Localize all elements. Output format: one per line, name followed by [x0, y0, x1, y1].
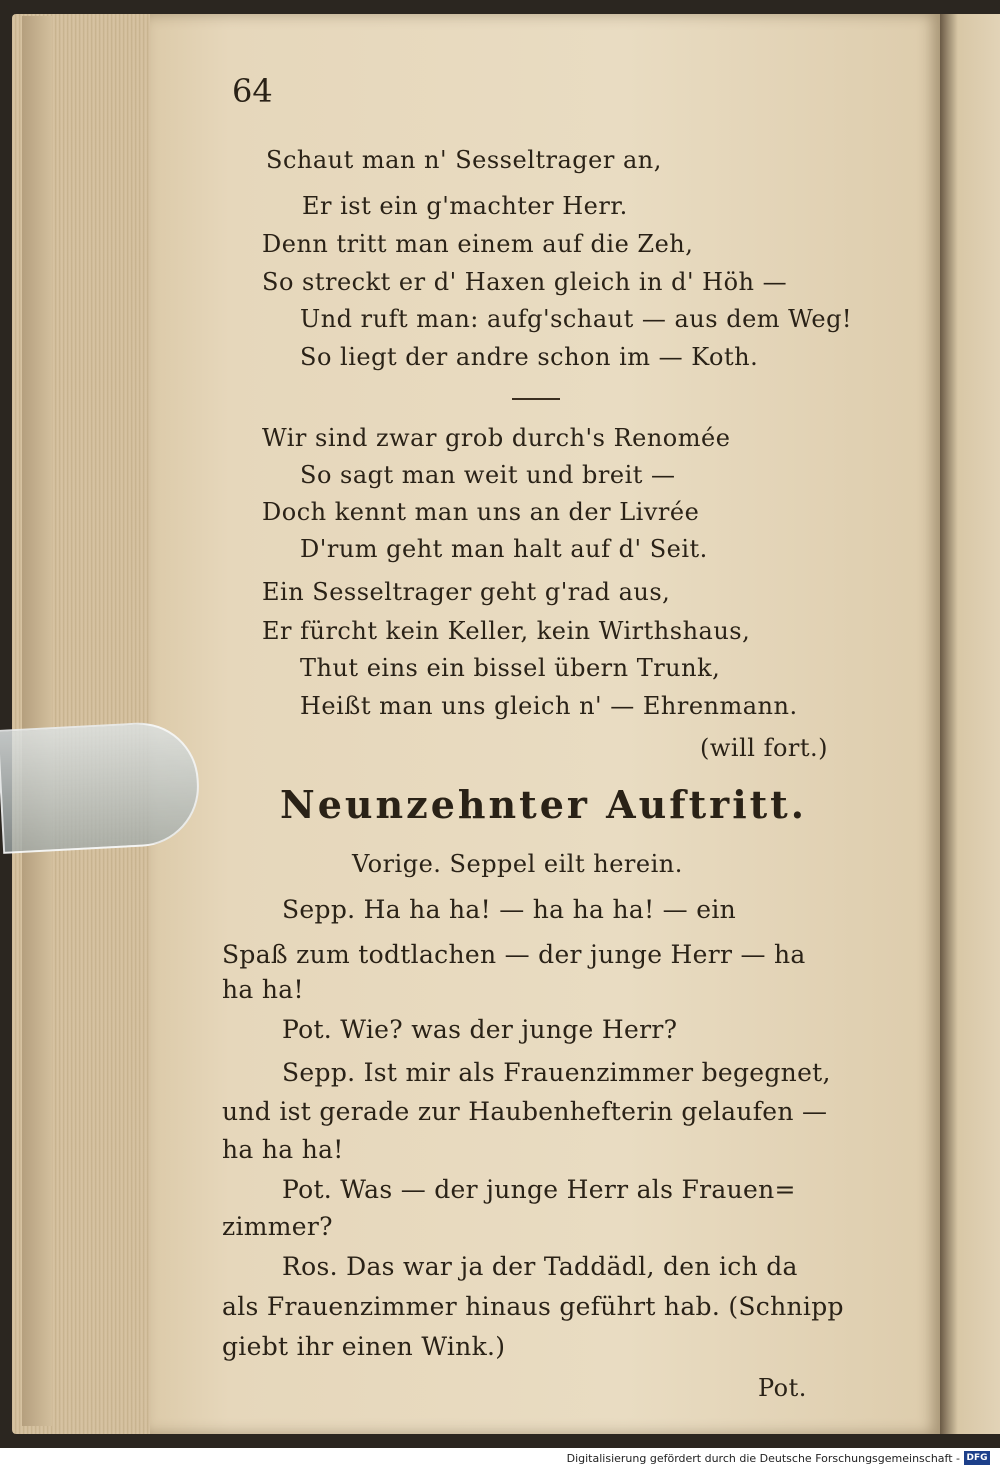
dialogue-line: ha ha ha! — [222, 1135, 344, 1164]
dialogue-line: Ros. Das war ja der Taddädl, den ich da — [282, 1252, 798, 1281]
dialogue-line: ha ha! — [222, 975, 304, 1004]
verse-line: Doch kennt man uns an der Livrée — [262, 498, 700, 526]
verse-line: So sagt man weit und breit — — [300, 461, 676, 489]
dialogue-line: Sepp. Ha ha ha! — ha ha ha! — ein — [282, 895, 737, 924]
dialogue-line: giebt ihr einen Wink.) — [222, 1332, 506, 1361]
verse-line: So liegt der andre schon im — Koth. — [300, 343, 759, 371]
section-divider — [512, 398, 560, 400]
dfg-logo-icon: DFG — [964, 1451, 990, 1465]
dialogue-line: zimmer? — [222, 1212, 333, 1241]
page-edge-shadow — [22, 16, 52, 1426]
verse-line: Heißt man uns gleich n' — Ehrenmann. — [300, 692, 798, 720]
digitization-credit: Digitalisierung gefördert durch die Deutsche Forschungsgemeinschaft - — [566, 1452, 960, 1465]
dialogue-line: Pot. Wie? was der junge Herr? — [282, 1015, 678, 1044]
verse-line: Er fürcht kein Keller, kein Wirthshaus, — [262, 617, 751, 645]
catchword: Pot. — [758, 1374, 807, 1402]
verse-line: D'rum geht man halt auf d' Seit. — [300, 535, 708, 563]
verse-line: Schaut man n' Sesseltrager an, — [266, 146, 662, 174]
scene-heading: Neunzehnter Auftritt. — [280, 782, 807, 827]
verse-line: So streckt er d' Haxen gleich in d' Höh — — [262, 268, 788, 296]
dialogue-line: und ist gerade zur Haubenhefterin gelaufen — — [222, 1097, 828, 1126]
scene-note: Vorige. Seppel eilt herein. — [352, 850, 683, 878]
verse-line: Er ist ein g'machter Herr. — [302, 192, 628, 220]
dialogue-line: Sepp. Ist mir als Frauenzimmer begegnet, — [282, 1058, 831, 1087]
page-number: 64 — [232, 72, 273, 110]
dialogue-line: Spaß zum todtlachen — der junge Herr — ha — [222, 940, 806, 969]
dialogue-line: als Frauenzimmer hinaus geführt hab. (Schnipp — [222, 1292, 844, 1321]
facing-page-edge — [940, 14, 1000, 1434]
stage-direction: (will fort.) — [700, 734, 829, 762]
plastic-page-clip — [0, 720, 202, 854]
dialogue-line: Pot. Was — der junge Herr als Frauen= — [282, 1175, 796, 1204]
verse-line: Wir sind zwar grob durch's Renomée — [262, 424, 731, 452]
verse-line: Und ruft man: aufg'schaut — aus dem Weg! — [300, 305, 853, 333]
verse-line: Thut eins ein bissel übern Trunk, — [300, 654, 721, 682]
verse-line: Denn tritt man einem auf die Zeh, — [262, 230, 694, 258]
verse-line: Ein Sesseltrager geht g'rad aus, — [262, 578, 671, 606]
